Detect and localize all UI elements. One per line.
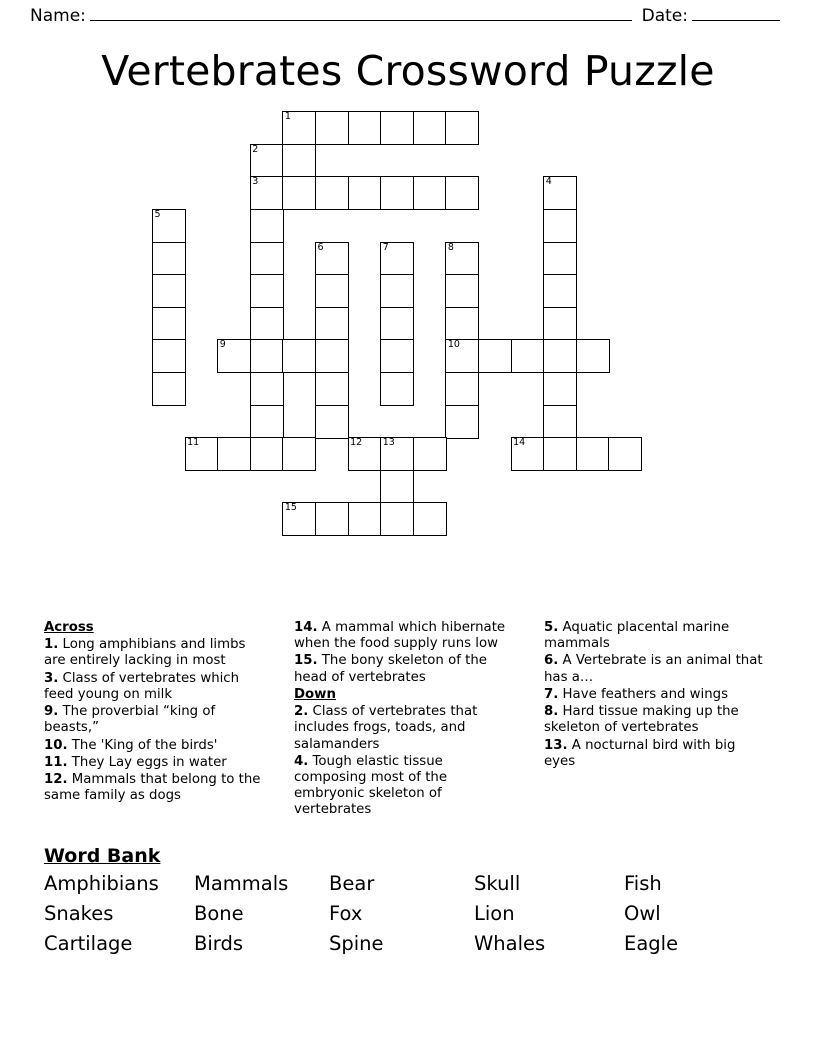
- word-bank-word: Mammals: [194, 872, 289, 895]
- word-bank-word: Skull: [474, 872, 521, 895]
- crossword-cell[interactable]: [152, 209, 186, 243]
- crossword-cell[interactable]: [511, 339, 545, 373]
- crossword-cell[interactable]: [478, 339, 512, 373]
- crossword-cell[interactable]: [608, 437, 642, 471]
- crossword-cell[interactable]: [348, 502, 382, 536]
- crossword-cell[interactable]: [445, 405, 479, 439]
- clue-down-13: [544, 738, 766, 770]
- crossword-cell[interactable]: [152, 372, 186, 406]
- crossword-cell[interactable]: [380, 437, 414, 471]
- crossword-cell[interactable]: [152, 307, 186, 341]
- name-label: Name:: [30, 6, 86, 26]
- crossword-cell[interactable]: [543, 209, 577, 243]
- crossword-cell[interactable]: [315, 307, 349, 341]
- word-bank-word: Snakes: [44, 902, 114, 925]
- clue-number: 9.: [44, 704, 59, 720]
- word-bank-word: Birds: [194, 932, 244, 955]
- crossword-cell[interactable]: [543, 242, 577, 276]
- clue-text: The bony skeleton of the head of vertebrates: [294, 653, 487, 685]
- crossword-cell[interactable]: [348, 437, 382, 471]
- clue-down-7: [544, 687, 766, 703]
- word-bank-word: Bear: [329, 872, 375, 895]
- across-heading: Across: [44, 620, 94, 635]
- crossword-cell[interactable]: [543, 176, 577, 210]
- clue-number: 7.: [544, 686, 559, 702]
- clue-number: 10.: [44, 737, 68, 753]
- crossword-cell[interactable]: [380, 502, 414, 536]
- clues-section: [44, 620, 774, 820]
- crossword-cell[interactable]: [380, 176, 414, 210]
- crossword-cell[interactable]: [543, 339, 577, 373]
- cell-number: 15: [284, 502, 297, 514]
- clue-down-5: [544, 620, 766, 652]
- clue-text: A mammal which hibernate when the food supply runs low: [294, 620, 506, 652]
- crossword-cell[interactable]: [511, 437, 545, 471]
- crossword-cell[interactable]: [576, 437, 610, 471]
- cell-number: 8: [447, 241, 454, 253]
- crossword-cell[interactable]: [250, 209, 284, 243]
- crossword-cell[interactable]: [250, 242, 284, 276]
- word-bank-word: Eagle: [624, 932, 679, 955]
- clue-down-2: [294, 704, 516, 753]
- crossword-cell[interactable]: [315, 274, 349, 308]
- clue-text: Tough elastic tissue composing most of the embryonic skeleton of vertebrates: [294, 753, 448, 818]
- crossword-cell[interactable]: [380, 274, 414, 308]
- cell-number: 12: [350, 437, 363, 449]
- cell-number: 3: [252, 176, 259, 188]
- crossword-cell[interactable]: [315, 242, 349, 276]
- clue-text: The proverbial “king of beasts,”: [44, 704, 216, 736]
- crossword-cell[interactable]: [315, 176, 349, 210]
- crossword-cell[interactable]: [445, 111, 479, 145]
- crossword-cell[interactable]: [380, 242, 414, 276]
- cell-number: 2: [252, 143, 259, 155]
- crossword-grid[interactable]: [0, 111, 816, 561]
- clue-text: The 'King of the birds': [71, 737, 218, 753]
- crossword-cell[interactable]: [380, 111, 414, 145]
- crossword-cell[interactable]: [380, 339, 414, 373]
- word-bank-word: Whales: [474, 932, 546, 955]
- crossword-cell[interactable]: [445, 307, 479, 341]
- crossword-cell[interactable]: [250, 144, 284, 178]
- crossword-cell[interactable]: [315, 111, 349, 145]
- cell-number: 14: [513, 437, 526, 449]
- crossword-cell[interactable]: [315, 339, 349, 373]
- crossword-cell[interactable]: [543, 405, 577, 439]
- crossword-cell[interactable]: [445, 274, 479, 308]
- clue-down-6: [544, 653, 766, 685]
- date-label: Date:: [641, 6, 688, 26]
- crossword-cell[interactable]: [413, 437, 447, 471]
- clue-text: Class of vertebrates which feed young on milk: [44, 670, 240, 702]
- crossword-cell[interactable]: [282, 502, 316, 536]
- crossword-cell[interactable]: [413, 111, 447, 145]
- crossword-cell[interactable]: [282, 111, 316, 145]
- crossword-cell[interactable]: [250, 307, 284, 341]
- name-date-line: [0, 0, 816, 26]
- crossword-cell[interactable]: [250, 339, 284, 373]
- crossword-cell[interactable]: [315, 372, 349, 406]
- word-bank-word: Spine: [329, 932, 384, 955]
- clue-number: 12.: [44, 771, 68, 787]
- cell-number: 6: [317, 241, 324, 253]
- clue-text: Long amphibians and limbs are entirely lacking in most: [44, 637, 246, 669]
- cell-number: 4: [545, 176, 552, 188]
- crossword-cell[interactable]: [250, 405, 284, 439]
- clue-across-12: [44, 772, 266, 804]
- clue-text: Mammals that belong to the same family as dogs: [44, 771, 261, 804]
- clue-down-4: [294, 754, 516, 819]
- crossword-cell[interactable]: [543, 274, 577, 308]
- clue-across-1: [44, 637, 266, 669]
- cell-number: 9: [219, 339, 226, 351]
- cell-number: 5: [154, 208, 161, 220]
- crossword-cell[interactable]: [250, 372, 284, 406]
- clue-text: Have feathers and wings: [562, 686, 729, 702]
- clue-across-9: [44, 704, 266, 736]
- date-write-line[interactable]: [692, 20, 780, 21]
- crossword-cell[interactable]: [445, 339, 479, 373]
- crossword-cell[interactable]: [217, 437, 251, 471]
- crossword-cell[interactable]: [250, 437, 284, 471]
- word-bank-word: Owl: [624, 902, 661, 925]
- crossword-cell[interactable]: [315, 405, 349, 439]
- clue-number: 13.: [544, 737, 568, 753]
- word-bank-list: [44, 872, 774, 955]
- clue-text: Class of vertebrates that includes frogs, toads, and salamanders: [294, 704, 478, 752]
- crossword-cell[interactable]: [445, 242, 479, 276]
- clue-across-15: [294, 653, 516, 685]
- crossword-cell[interactable]: [282, 437, 316, 471]
- crossword-cell[interactable]: [445, 372, 479, 406]
- word-bank-title: Word Bank: [44, 845, 161, 867]
- clues-column-2: [294, 620, 516, 820]
- down-heading: Down: [294, 686, 336, 702]
- crossword-cell[interactable]: [282, 339, 316, 373]
- clues-column-1: [44, 620, 266, 820]
- crossword-cell[interactable]: [282, 144, 316, 178]
- clue-text: Aquatic placental marine mammals: [544, 620, 730, 652]
- clue-number: 8.: [544, 704, 559, 720]
- crossword-cell[interactable]: [543, 437, 577, 471]
- clue-text: A nocturnal bird with big eyes: [544, 737, 736, 769]
- crossword-cell[interactable]: [185, 437, 219, 471]
- clue-across-3: [44, 671, 266, 703]
- crossword-cell[interactable]: [543, 307, 577, 341]
- crossword-cell[interactable]: [315, 502, 349, 536]
- cell-number: 1: [284, 111, 291, 123]
- crossword-cell[interactable]: [413, 176, 447, 210]
- crossword-cell[interactable]: [543, 372, 577, 406]
- clue-number: 1.: [44, 637, 59, 653]
- clue-across-11: [44, 755, 266, 771]
- clue-text: They Lay eggs in water: [71, 754, 227, 770]
- crossword-cell[interactable]: [413, 502, 447, 536]
- crossword-cell[interactable]: [348, 111, 382, 145]
- clue-number: 2.: [294, 704, 309, 720]
- word-bank-word: Bone: [194, 902, 244, 925]
- crossword-cell[interactable]: [250, 274, 284, 308]
- clue-number: 5.: [544, 620, 559, 635]
- crossword-cell[interactable]: [282, 176, 316, 210]
- crossword-cell[interactable]: [217, 339, 251, 373]
- word-bank-word: Amphibians: [44, 872, 159, 895]
- cell-number: 11: [187, 437, 200, 449]
- word-bank-word: Lion: [474, 902, 515, 925]
- crossword-cell[interactable]: [380, 307, 414, 341]
- crossword-cell[interactable]: [250, 176, 284, 210]
- clue-number: 11.: [44, 754, 68, 770]
- cell-number: 7: [382, 241, 389, 253]
- clue-across-10: [44, 738, 266, 754]
- cell-number: 10: [447, 339, 460, 351]
- clue-text: A Vertebrate is an animal that has a…: [544, 653, 763, 685]
- clues-column-3: [544, 620, 766, 820]
- clue-number: 15.: [294, 653, 318, 669]
- crossword-cell[interactable]: [380, 470, 414, 504]
- clue-text: Hard tissue making up the skeleton of vertebrates: [544, 704, 739, 736]
- page-title: Vertebrates Crossword Puzzle: [101, 47, 715, 95]
- clue-number: 6.: [544, 653, 559, 669]
- crossword-cell[interactable]: [348, 176, 382, 210]
- word-bank-word: Fish: [624, 872, 662, 895]
- word-bank-word: Fox: [329, 902, 363, 925]
- clue-across-14: [294, 620, 516, 652]
- name-write-line[interactable]: [90, 20, 632, 21]
- crossword-cell[interactable]: [445, 176, 479, 210]
- clue-number: 3.: [44, 670, 59, 686]
- crossword-cell[interactable]: [380, 372, 414, 406]
- crossword-cell[interactable]: [576, 339, 610, 373]
- crossword-cell[interactable]: [152, 242, 186, 276]
- cell-number: 13: [382, 437, 395, 449]
- crossword-cell[interactable]: [152, 339, 186, 373]
- clue-down-8: [544, 704, 766, 736]
- crossword-cell[interactable]: [152, 274, 186, 308]
- clue-number: 14.: [294, 620, 318, 635]
- clue-number: 4.: [294, 753, 309, 769]
- word-bank-word: Cartilage: [44, 932, 133, 955]
